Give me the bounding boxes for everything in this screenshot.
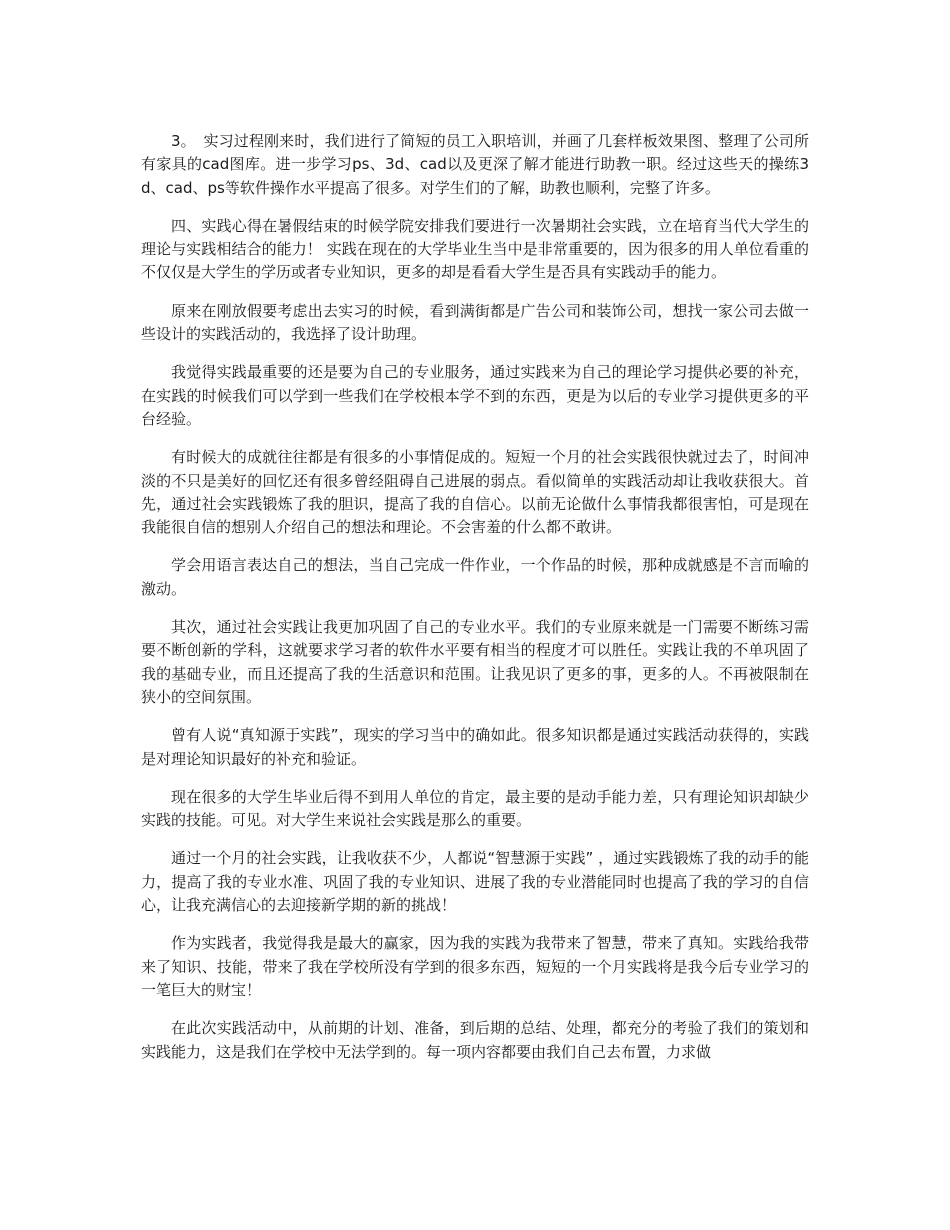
paragraph-practice-importance: 我觉得实践最重要的还是要为自己的专业服务，通过实践来为自己的理论学习提供必要的补充，在实践的时候我们可以学到一些我们在学校根本学不到的东西，更是为以后的专业学习提供更多的平台经验。 xyxy=(141,363,809,428)
paragraph-one-month-practice: 通过一个月的社会实践，让我收获不少，人都说“智慧源于实践” ，通过实践锻炼了我的动手的能力，提高了我的专业水准、巩固了我的专业知识、进展了我的专业潜能同时也提高了我的学习的自信心，让我充满信心的去迎接新学期的新的挑战！ xyxy=(141,849,809,915)
paragraph-activity-planning: 在此次实践活动中，从前期的计划、准备，到后期的总结、处理，都充分的考验了我们的策划和实践能力，这是我们在学校中无法学到的。每一项内容都要由我们自己去布置，力求做 xyxy=(141,1019,809,1061)
paragraph-graduates: 现在很多的大学生毕业后得不到用人单位的肯定，最主要的是动手能力差，只有理论知识却缺少实践的技能。可见。对大学生来说社会实践是那么的重要。 xyxy=(141,787,809,830)
paragraph-biggest-winner: 作为实践者，我觉得我是最大的赢家，因为我的实践为我带来了智慧，带来了真知。实践给我带来了知识、技能，带来了我在学校所没有学到的很多东西，短短的一个月实践将是我今后专业学习的一笔巨大的财宝！ xyxy=(141,934,809,999)
paragraph-internship-process: 3。 实习过程刚来时，我们进行了简短的员工入职培训，并画了几套样板效果图、整理了公司所有家具的cad图库。进一步学习ps、3d、cad以及更深了解才能进行助教一职。经过这些天的操练3d、cad、ps等软件操作水平提高了很多。对学生们的了解，助教也顺利，完整了许多。 xyxy=(141,132,809,197)
paragraph-knowledge-from-practice: 曾有人说“真知源于实践”，现实的学习当中的确如此。很多知识都是通过实践活动获得的，实践是对理论知识最好的补充和验证。 xyxy=(141,726,809,768)
paragraph-professional-level: 其次，通过社会实践让我更加巩固了自己的专业水平。我们的专业原来就是一门需要不断练习需要不断创新的学科，这就要求学习者的软件水平要有相当的程度才可以胜任。实践让我的不单巩固了我的基础专业，而且还提高了我的生活意识和范围。让我见识了更多的事，更多的人。不再被限制在狭小的空间氛围。 xyxy=(141,618,809,706)
paragraph-expression: 学会用语言表达自己的想法，当自己完成一件作业，一个作品的时候，那种成就感是不言而喻的激动。 xyxy=(141,556,809,598)
document-body xyxy=(141,130,809,1079)
paragraph-practice-reflection: 四、实践心得在暑假结束的时候学院安排我们要进行一次暑期社会实践，立在培育当代大学生的理论与实践相结合的能力！ 实践在现在的大学毕业生当中是非常重要的，因为很多的用人单位看重的不仅仅是大学生的学历或者专业知识，更多的却是看看大学生是否具有实践动手的能力。 xyxy=(141,216,809,282)
paragraph-small-things: 有时候大的成就往往都是有很多的小事情促成的。短短一个月的社会实践很快就过去了，时间冲淡的不只是美好的回忆还有很多曾经阻碍自己进展的弱点。看似简单的实践活动却让我收获很大。首先，通过社会实践锻炼了我的胆识，提高了我的自信心。以前无论做什么事情我都很害怕，可是现在我能很自信的想别人介绍自己的想法和理论。不会害羞的什么都不敢讲。 xyxy=(141,448,809,537)
paragraph-finding-internship: 原来在刚放假要考虑出去实习的时候，看到满街都是广告公司和装饰公司，想找一家公司去做一些设计的实践活动的，我选择了设计助理。 xyxy=(141,301,809,344)
